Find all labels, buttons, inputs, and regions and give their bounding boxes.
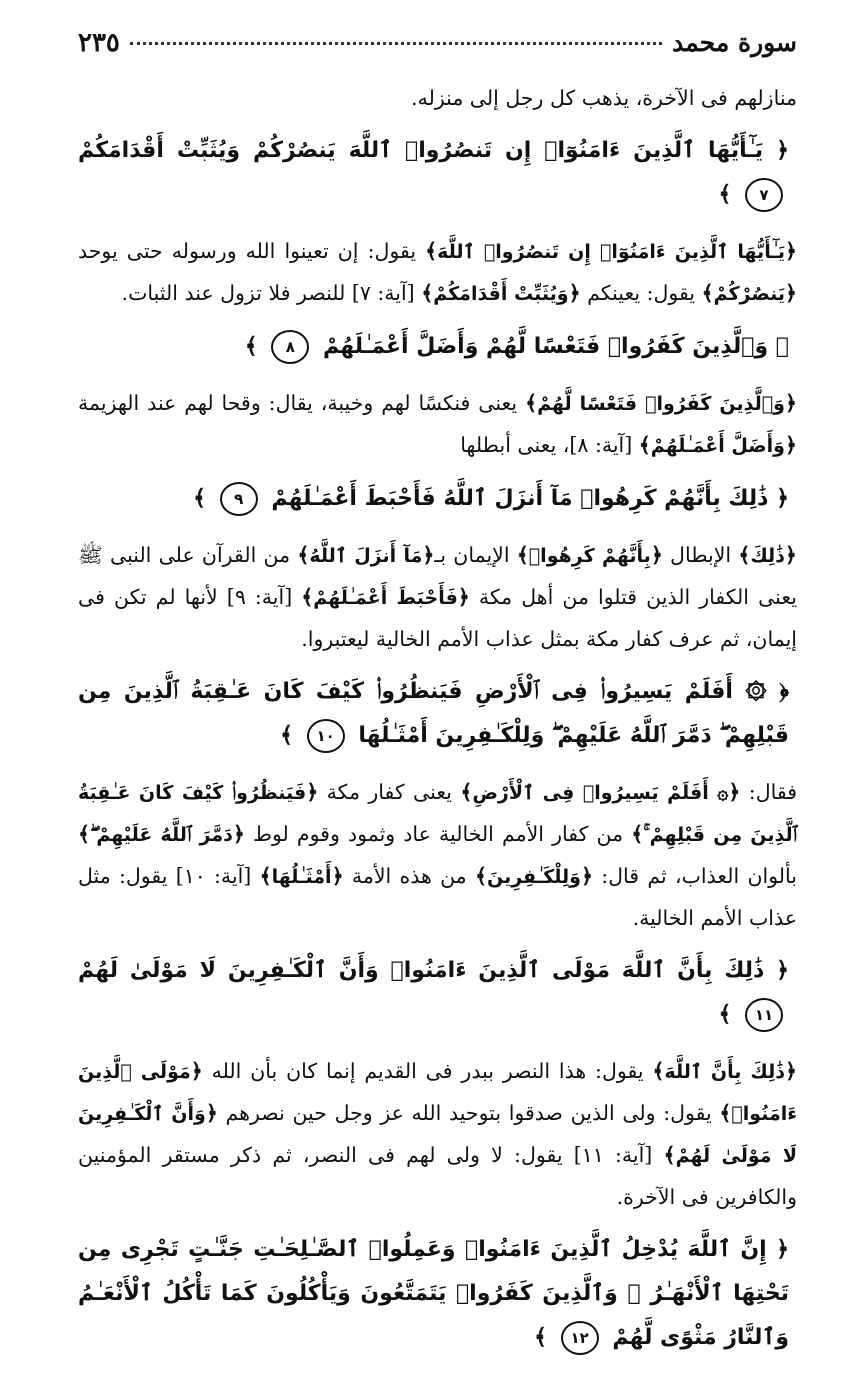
bracket-close: ﴾ (719, 1101, 732, 1125)
bracket-open: ﴿ (306, 780, 319, 804)
verse-text: ۞ أَفَلَمْ يَسِيرُوا۟ فِى ٱلْأَرْضِ فَيَنظُرُوا۟ كَيْفَ كَانَ عَـٰقِبَةُ ٱلَّذِينَ مِن قَبْلِهِمْ ۖ دَمَّرَ ٱللَّهُ عَلَيْهِمْ ۖ وَلِلْكَـٰفِرِينَ أَمْثَـٰلُهَا (78, 679, 789, 748)
verse-text: ذَٰلِكَ بِأَنَّ ٱللَّهَ مَوْلَى ٱلَّذِينَ ءَامَنُوا۟ وَأَنَّ ٱلْكَـٰفِرِينَ لَا مَوْلَىٰ لَهُمْ (78, 958, 765, 983)
bracket-close: ﴾ (460, 780, 473, 804)
bracket-open: ﴿ (779, 679, 790, 704)
quote: ذَٰلِكَ بِأَنَّ ٱللَّهَ (664, 1061, 785, 1083)
quote: وَلِلْكَـٰفِرِينَ (486, 866, 581, 888)
quote: وَأَنَّ ٱلْكَـٰفِرِينَ لَا مَوْلَىٰ لَهُمْ (78, 1103, 797, 1167)
commentary-10 (78, 772, 797, 939)
bracket-open: ﴿ (784, 391, 797, 415)
bracket-close: ﴾ (652, 1059, 665, 1083)
page-number: ٢٣٥ (78, 28, 120, 58)
bracket-close: ﴾ (421, 281, 434, 305)
bracket-close: ﴾ (297, 543, 310, 567)
bracket-open: ﴿ (232, 822, 245, 846)
quote: وَٱلَّذِينَ كَفَرُوا۟ فَتَعْسًا لَّهُمْ (537, 393, 785, 415)
bracket-open: ﴿ (784, 543, 797, 567)
bracket-open: ﴿ (728, 780, 741, 804)
bracket-open: ﴿ (776, 486, 789, 511)
bracket-open: ﴿ (776, 1237, 789, 1262)
quote: وَيُثَبِّتْ أَقْدَامَكُمْ (433, 283, 569, 305)
text: يعنى كفار مكة (326, 780, 452, 804)
quote: بِأَنَّهُمْ كَرِهُوا۟ (528, 545, 651, 567)
bracket-open: ﴿ (784, 239, 797, 263)
bracket-close: ﴾ (280, 723, 293, 748)
bracket-open: ﴿ (457, 585, 470, 609)
text: الإيمان بـ (434, 543, 510, 567)
bracket-open: ﴿ (784, 433, 797, 457)
quote: فَيَنظُرُوا۟ كَيْفَ كَانَ عَـٰقِبَةُ ٱلَّذِينَ مِن قَبْلِهِمْ ۚ (78, 782, 797, 846)
verse-number-marker: ٨ (271, 330, 309, 364)
text: [آية: ٨]، يعنى أبطلها (460, 433, 633, 457)
text: [آية: ١١] يقول: لا ولى لهم فى النصر، ثم ذكر مستقر المؤمنين والكافرين فى الآخرة. (78, 1143, 797, 1209)
bracket-close: ﴾ (301, 585, 314, 609)
commentary-8 (78, 383, 797, 467)
text: يقول: ولى الذين صدقوا بتوحيد الله عز وجل حين نصرهم (225, 1101, 712, 1125)
text: من كفار الأمم الخالية عاد وثمود وقوم لوط (252, 822, 624, 846)
bracket-close: ﴾ (534, 1325, 547, 1350)
bracket-open: ﴿ (580, 864, 593, 888)
verse-number-marker: ٩ (220, 482, 258, 516)
text: [آية: ٧] للنصر فلا تزول عند الثبات. (121, 281, 415, 305)
bracket-close: ﴾ (631, 822, 644, 846)
bracket-close: ﴾ (474, 864, 487, 888)
bracket-open: ﴿ (776, 138, 789, 163)
text: [آية: ١٠] يقول: مثل عذاب الأمم الخالية. (78, 864, 797, 930)
bracket-open: ﴿ (422, 543, 435, 567)
quote: مَوْلَى ٱلَّذِينَ ءَامَنُوا۟ (78, 1061, 797, 1125)
bracket-open: ﴿ (331, 864, 344, 888)
commentary-9 (78, 535, 797, 660)
text: [آية: ٩] لأنها لم تكن فى إيمان، ثم عرف كفار مكة بمثل عذاب الأمم الخالية ليعتبروا. (78, 585, 797, 651)
bracket-close: ﴾ (738, 543, 751, 567)
text: يعنى فنكسًا لهم وخيبة، يقال: وقحا لهم عند الهزيمة (78, 391, 518, 415)
verse-12 (78, 1228, 797, 1360)
leader-dots (130, 42, 662, 45)
bracket-close: ﴾ (78, 822, 91, 846)
bracket-close: ﴾ (244, 334, 258, 359)
bracket-open: ﴿ (568, 281, 581, 305)
verse-9 (78, 477, 797, 521)
verse-10 (78, 670, 797, 758)
bracket-close: ﴾ (425, 239, 438, 263)
paragraph-intro: منازلهم فى الآخرة، يذهب كل رجل إلى منزله. (411, 86, 797, 110)
verse-number-marker: ٧ (745, 178, 783, 212)
bracket-close: ﴾ (638, 433, 651, 457)
verse-number-marker: ١١ (745, 998, 783, 1032)
commentary-7 (78, 231, 797, 315)
bracket-open: ﴿ (784, 1059, 797, 1083)
quote: مَآ أَنزَلَ ٱللَّهُ (309, 545, 423, 567)
quote: ۞ أَفَلَمْ يَسِيرُوا۟ فِى ٱلْأَرْضِ (472, 782, 729, 804)
text: من هذه الأمة (351, 864, 467, 888)
text: من القرآن على النبى ﷺ يعنى الكفار الذين قتلوا من أهل مكة (78, 543, 797, 609)
verse-text: وَٱلَّذِينَ كَفَرُوا۟ فَتَعْسًا لَّهُمْ وَأَضَلَّ أَعْمَـٰلَهُمْ (323, 334, 769, 359)
bracket-close: ﴾ (259, 864, 272, 888)
quote: يَـٰٓأَيُّهَا ٱلَّذِينَ ءَامَنُوٓا۟ إِن تَنصُرُوا۟ ٱللَّهَ (437, 241, 785, 263)
bracket-close: ﴾ (525, 391, 538, 415)
bracket-open: ﴿ (775, 334, 789, 359)
verse-text: يَـٰٓأَيُّهَا ٱلَّذِينَ ءَامَنُوٓا۟ إِن تَنصُرُوا۟ ٱللَّهَ يَنصُرْكُمْ وَيُثَبِّتْ أَقْدَامَكُمْ (78, 138, 764, 163)
text: يقول: هذا النصر ببدر فى القديم إنما كان بأن الله (211, 1059, 644, 1083)
bracket-close: ﴾ (193, 486, 207, 511)
bracket-open: ﴿ (784, 281, 797, 305)
text: يقول: إن تعينوا الله ورسوله حتى يوحد (78, 239, 417, 263)
verse-11 (78, 949, 797, 1037)
bracket-close: ﴾ (718, 182, 732, 207)
quote: فَأَحْبَطَ أَعْمَـٰلَهُمْ (313, 587, 458, 609)
quote: دَمَّرَ ٱللَّهُ عَلَيْهِمْ ۖ (90, 824, 233, 846)
bracket-open: ﴿ (205, 1101, 218, 1125)
running-header (78, 28, 797, 76)
verse-number-marker: ١٢ (561, 1321, 599, 1355)
bracket-close: ﴾ (516, 543, 529, 567)
text: فقال: (748, 780, 798, 804)
bracket-open: ﴿ (776, 958, 789, 983)
verse-number-marker: ١٠ (307, 719, 345, 753)
bracket-open: ﴿ (190, 1059, 203, 1083)
surah-title: سورة محمد (672, 28, 797, 57)
text: بألوان العذاب، ثم قال: (601, 864, 797, 888)
bracket-close: ﴾ (663, 1143, 676, 1167)
quote: ذَٰلِكَ (750, 545, 785, 567)
verse-text: إِنَّ ٱللَّهَ يُدْخِلُ ٱلَّذِينَ ءَامَنُوا۟ وَعَمِلُوا۟ ٱلصَّـٰلِحَـٰتِ جَنَّـٰتٍ تَجْرِى مِن تَحْتِهَا ٱلْأَنْهَـٰرُ ۖ وَٱلَّذِينَ كَفَرُوا۟ يَتَمَتَّعُونَ وَيَأْكُلُونَ كَمَا تَأْكُلُ ٱلْأَنْعَـٰمُ وَٱلنَّارُ مَثْوًى لَّهُمْ (78, 1237, 789, 1350)
quote: يَنصُرْكُمْ (713, 283, 785, 305)
verse-7 (78, 129, 797, 217)
commentary-11 (78, 1051, 797, 1218)
bracket-open: ﴿ (650, 543, 663, 567)
verse-text: ذَٰلِكَ بِأَنَّهُمْ كَرِهُوا۟ مَآ أَنزَلَ ٱللَّهُ فَأَحْبَطَ أَعْمَـٰلَهُمْ (271, 486, 769, 511)
verse-8 (78, 325, 797, 369)
page-body (78, 78, 797, 1360)
text: يقول: يعينكم (587, 281, 696, 305)
bracket-close: ﴾ (701, 281, 714, 305)
bracket-close: ﴾ (718, 1002, 732, 1027)
quote: أَمْثَـٰلُهَا (271, 866, 332, 888)
quote: وَأَضَلَّ أَعْمَـٰلَهُمْ (650, 435, 785, 457)
text: الإبطال (670, 543, 732, 567)
